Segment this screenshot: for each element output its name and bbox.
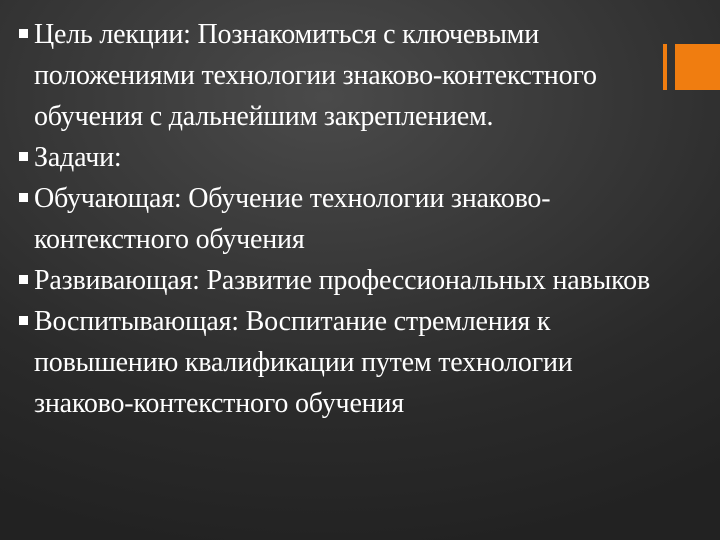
square-bullet-icon	[19, 29, 28, 38]
bullet-item-tasks	[17, 137, 667, 178]
bullet-item-upbringing	[17, 301, 667, 424]
square-bullet-icon	[19, 193, 28, 202]
square-bullet-icon	[19, 275, 28, 284]
square-bullet-icon	[19, 152, 28, 161]
bullet-text: Обучающая: Обучение технологии знаково-контекстного обучения	[34, 183, 551, 255]
bullet-text: Цель лекции: Познакомиться с ключевыми положениями технологии знаково-контекстного обучения с дальнейшим закреплением.	[34, 19, 597, 132]
bullet-item-lecture-goal	[17, 14, 667, 137]
slide-content	[17, 14, 667, 424]
bullet-item-developmental	[17, 260, 667, 301]
bullet-text: Развивающая: Развитие профессиональных навыков	[34, 265, 650, 296]
accent-bar-thick	[675, 44, 720, 90]
bullet-item-educational	[17, 178, 667, 260]
square-bullet-icon	[19, 316, 28, 325]
accent-bars-decoration	[663, 44, 720, 90]
bullet-text: Воспитывающая: Воспитание стремления к повышению квалификации путем технологии знаково-контекстного обучения	[34, 306, 573, 419]
bullet-text: Задачи:	[34, 142, 122, 173]
